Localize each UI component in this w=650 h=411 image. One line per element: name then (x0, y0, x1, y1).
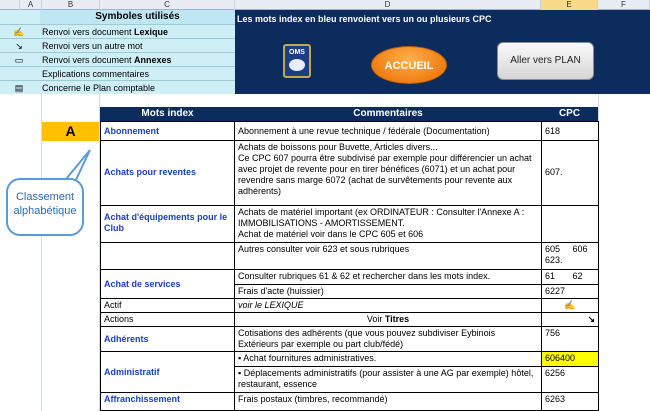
book-icon: ▭ (14, 55, 24, 65)
arrow-link-icon[interactable]: ↘ (541, 312, 599, 327)
comment-abonnement[interactable]: Abonnement à une revue technique / fédérale (Documentation) (234, 121, 542, 141)
callout-classement[interactable]: Classement alphabétique (6, 178, 84, 236)
comment-frais-acte[interactable]: Frais d'acte (huissier) (234, 284, 542, 299)
header-commentaires[interactable]: Commentaires (235, 107, 541, 121)
lexique-icon: ✍ (13, 27, 25, 37)
column-header-a[interactable]: A (20, 0, 42, 10)
cpc-value: 605 (545, 244, 561, 254)
cpc-value: 606 (572, 244, 588, 254)
symbol-row-lexique[interactable] (0, 24, 235, 38)
cpc-deplacements[interactable]: 6256 (541, 366, 599, 393)
symbol-label: Concerne le Plan comptable (42, 83, 156, 93)
arrow-icon: ↘ (15, 41, 23, 51)
comment-text: Voir (366, 314, 385, 324)
column-header-c[interactable]: C (100, 0, 235, 10)
club-logo (283, 44, 311, 78)
header-mots-index[interactable]: Mots index (100, 107, 235, 121)
comment-autres[interactable]: Autres consulter voir 623 et sous rubriques (234, 242, 542, 270)
comment-affranchissement[interactable]: Frais postaux (timbres, recommandé) (234, 392, 542, 411)
note-icon (2, 68, 36, 80)
cpc-frais-acte[interactable]: 6227 (541, 284, 599, 299)
symbol-row-annexes[interactable] (0, 52, 235, 66)
index-actions[interactable]: Actions (100, 312, 235, 327)
cpc-fournitures[interactable]: 606400 (541, 351, 599, 367)
symbol-row-comments[interactable] (0, 66, 235, 80)
column-header-bar (0, 0, 650, 10)
symbol-label: Renvoi vers document (42, 27, 135, 37)
ledger-icon: ▤ (14, 83, 24, 93)
symbol-label: Renvoi vers document (42, 55, 135, 65)
lexique-link-icon[interactable]: ✍ (541, 298, 599, 313)
symbol-label: Explications commentaires (42, 69, 150, 79)
column-header-e[interactable]: E (541, 0, 598, 10)
comment-adherents[interactable]: Cotisations des adhérents (que vous pouvez subdiviser Eybinois Extérieurs par exemple ou part club/fédé) (234, 326, 542, 352)
header-cpc[interactable]: CPC (541, 107, 598, 121)
symbols-title: Symboles utilisés (40, 10, 235, 24)
comment-achats-reventes[interactable]: Achats de boissons pour Buvette, Articles divers... Ce CPC 607 pourra être subdivisé par exemple pour différencier un achat avec projet de revente pour en tirer bénéfices (6071) et un achat pour revendre sans marge 6072 (achat de survêtements pour revente aux adhérents) (234, 140, 542, 206)
comment-fournitures[interactable]: ▪ Achat fournitures administratives. (234, 351, 542, 367)
index-affranchissement[interactable]: Affranchissement (100, 392, 235, 411)
index-abonnement[interactable]: Abonnement (100, 121, 235, 141)
index-achat-equipements[interactable]: Achat d'équipements pour le Club (100, 205, 235, 243)
symbol-label-bold: Annexes (134, 55, 172, 65)
index-achats-reventes[interactable]: Achats pour reventes (100, 140, 235, 206)
symbol-label-bold: Lexique (134, 27, 169, 37)
header-banner (235, 10, 650, 94)
comment-achat-equipements[interactable]: Achats de matériel important (ex ORDINATEUR : Consulter l'Annexe A : IMMOBILISATIONS - AMORTISSEMENT. Achat de matériel voir dans le CPC 605 et 606 (234, 205, 542, 243)
cpc-services[interactable] (541, 269, 599, 285)
comment-deplacements[interactable]: ▪ Déplacements administratifs (pour assister à une AG par exemple) hôtel, restaurant, essence (234, 366, 542, 393)
cpc-affranchissement[interactable]: 6263 (541, 392, 599, 411)
cpc-adherents[interactable]: 756 (541, 326, 599, 352)
cpc-abonnement[interactable]: 618 (541, 121, 599, 141)
index-blank[interactable] (100, 242, 235, 270)
cpc-achat-equipements[interactable] (541, 205, 599, 243)
letter-section-a[interactable]: A (42, 122, 99, 141)
cpc-autres[interactable] (541, 242, 599, 270)
index-administratif[interactable]: Administratif (100, 351, 235, 393)
symbol-row-arrow[interactable] (0, 38, 235, 52)
accueil-button[interactable]: ACCUEIL (371, 46, 447, 84)
comment-actif[interactable]: voir le LEXIQUE (234, 298, 542, 313)
cpc-achats-reventes[interactable]: 607. (541, 140, 599, 206)
logo-emblem-icon (289, 59, 305, 71)
symbols-legend (0, 10, 235, 94)
comment-text-bold: Titres (384, 314, 410, 324)
index-adherents[interactable]: Adhérents (100, 326, 235, 352)
corner-cell[interactable] (0, 0, 20, 10)
index-actif[interactable]: Actif (100, 298, 235, 313)
index-achat-services[interactable]: Achat de services (100, 269, 235, 299)
cpc-value: 62 (572, 271, 583, 281)
comment-services[interactable]: Consulter rubriques 61 & 62 et rechercher dans les mots index. (234, 269, 542, 285)
cpc-value: 61 (545, 271, 556, 281)
cpc-value: 623. (545, 255, 563, 265)
logo-text: OMS (289, 49, 305, 56)
column-header-f[interactable]: F (598, 0, 650, 10)
plan-button[interactable]: Aller vers PLAN (497, 42, 594, 80)
column-header-b[interactable]: B (42, 0, 100, 10)
comment-actions[interactable] (234, 312, 542, 327)
symbol-row-ledger[interactable] (0, 80, 235, 94)
symbol-label: Renvoi vers un autre mot (42, 41, 143, 51)
column-header-d[interactable]: D (235, 0, 541, 10)
banner-text: Les mots index en bleu renvoient vers un ou plusieurs CPC (237, 14, 492, 24)
